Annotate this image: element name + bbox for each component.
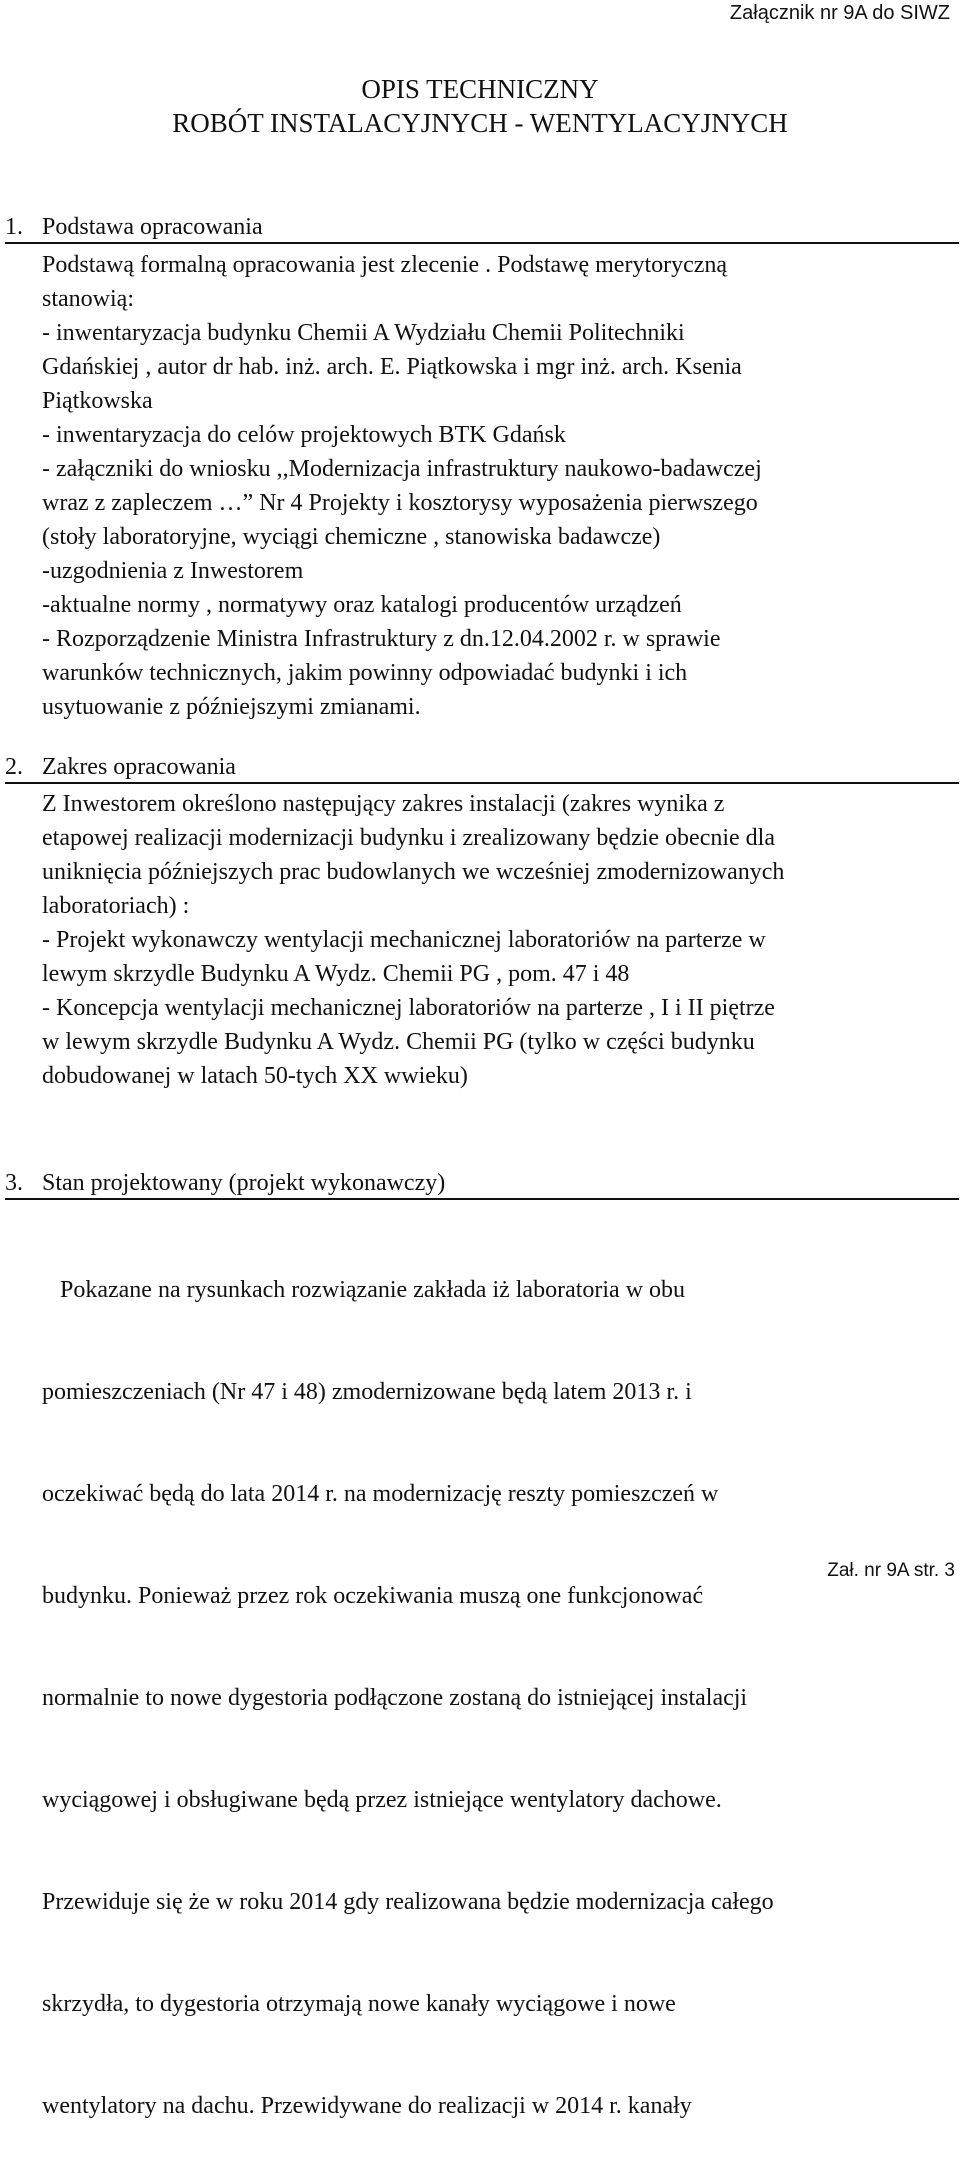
text-line: Podstawą formalną opracowania jest zlecenie . Podstawę merytoryczną [42, 252, 728, 278]
section-3-title: Stan projektowany (projekt wykonawczy) [42, 1170, 446, 1196]
text-line: Pokazane na rysunkach rozwiązanie zakłada iż laboratoria w obu [42, 1277, 686, 1303]
text-line: Z Inwestorem określono następujący zakres instalacji (zakres wynika z [42, 791, 725, 817]
text-line: -uzgodnienia z Inwestorem [42, 558, 304, 584]
text-line: (stoły laboratoryjne, wyciągi chemiczne , stanowiska badawcze) [42, 524, 661, 550]
text-line: laboratoriach) : [42, 893, 190, 919]
text-line: Piątkowska [42, 388, 153, 414]
text-line: wraz z zapleczem …” Nr 4 Projekty i kosztorysy wyposażenia pierwszego [42, 490, 758, 516]
section-2-number: 2. [5, 754, 23, 780]
text-line: lewym skrzydle Budynku A Wydz. Chemii PG , pom. 47 i 48 [42, 961, 630, 987]
text-line: Przewiduje się że w roku 2014 gdy realizowana będzie modernizacja całego [42, 1889, 774, 1915]
section-3-body [42, 1205, 954, 2157]
section-2-heading [5, 752, 959, 784]
text-line: - załączniki do wniosku ,,Modernizacja infrastruktury naukowo-badawczej [42, 456, 762, 482]
section-1-heading [5, 212, 959, 244]
text-line: wyciągowej i obsługiwane będą przez istniejące wentylatory dachowe. [42, 1787, 722, 1813]
text-line: warunków technicznych, jakim powinny odpowiadać budynki i ich [42, 660, 688, 686]
text-line: dobudowanej w latach 50-tych XX wwieku) [42, 1063, 468, 1089]
section-3-heading [5, 1168, 959, 1200]
section-2-body [42, 787, 954, 1093]
page-number-label: Zał. nr 9A str. 3 [827, 1560, 955, 1581]
text-line: - inwentaryzacja budynku Chemii A Wydziału Chemii Politechniki [42, 320, 685, 346]
section-3-number: 3. [5, 1170, 23, 1196]
text-line: w lewym skrzydle Budynku A Wydz. Chemii PG (tylko w części budynku [42, 1029, 755, 1055]
text-line: uniknięcia późniejszych prac budowlanych we wcześniej zmodernizowanych [42, 859, 785, 885]
text-line: - Projekt wykonawczy wentylacji mechanicznej laboratoriów na parterze w [42, 927, 766, 953]
text-line: - inwentaryzacja do celów projektowych BTK Gdańsk [42, 422, 566, 448]
text-line: - Koncepcja wentylacji mechanicznej laboratoriów na parterze , I i II piętrze [42, 995, 775, 1021]
text-line: Gdańskiej , autor dr hab. inż. arch. E. Piątkowska i mgr inż. arch. Ksenia [42, 354, 742, 380]
text-line: budynku. Ponieważ przez rok oczekiwania muszą one funkcjonować [42, 1583, 704, 1609]
text-line: wentylatory na dachu. Przewidywane do realizacji w 2014 r. kanały [42, 2093, 692, 2119]
section-1-body [42, 248, 954, 724]
text-line: normalnie to nowe dygestoria podłączone zostaną do istniejącej instalacji [42, 1685, 748, 1711]
text-line: -aktualne normy , normatywy oraz katalogi producentów urządzeń [42, 592, 682, 618]
text-line: etapowej realizacji modernizacji budynku i zrealizowany będzie obecnie dla [42, 825, 775, 851]
text-line: stanowią: [42, 286, 134, 312]
text-line: usytuowanie z późniejszymi zmianami. [42, 694, 421, 720]
text-line: skrzydła, to dygestoria otrzymają nowe kanały wyciągowe i nowe [42, 1991, 676, 2017]
attachment-label: Załącznik nr 9A do SIWZ [729, 2, 950, 24]
document-title-line-1: OPIS TECHNICZNY [361, 74, 599, 104]
section-1-title: Podstawa opracowania [42, 214, 263, 240]
text-line: oczekiwać będą do lata 2014 r. na modernizację reszty pomieszczeń w [42, 1481, 719, 1507]
section-1-number: 1. [5, 214, 23, 240]
document-title-line-2: ROBÓT INSTALACYJNYCH - WENTYLACYJNYCH [172, 108, 788, 138]
section-2-title: Zakres opracowania [42, 754, 236, 780]
text-line: - Rozporządzenie Ministra Infrastruktury z dn.12.04.2002 r. w sprawie [42, 626, 721, 652]
text-line: pomieszczeniach (Nr 47 i 48) zmodernizowane będą latem 2013 r. i [42, 1379, 692, 1405]
